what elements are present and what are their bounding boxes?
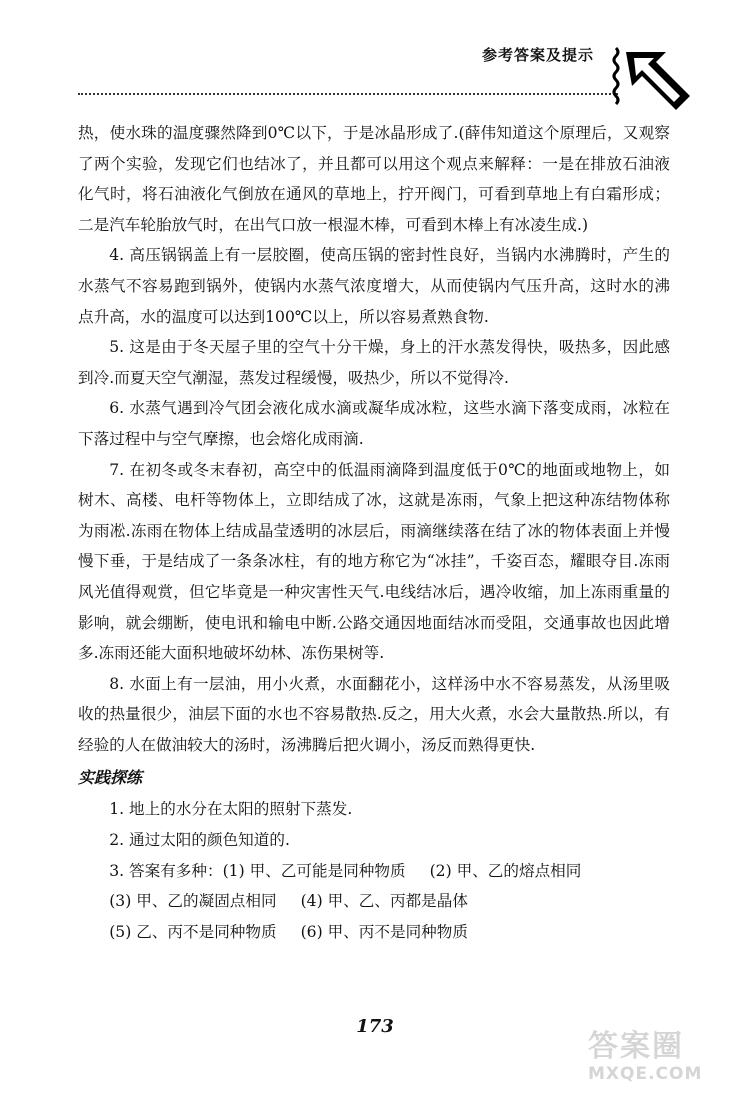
page-number: 173 [356, 1016, 394, 1037]
paragraph-continued: 热，使水珠的温度骤然降到0℃以下，于是冰晶形成了.(薛伟知道这个原理后，又观察了两个实验，发现它们也结冰了，并且都可以用这个观点来解释：一是在排放石油液化气时，将石油液化气倒放在通风的草地上，拧开阀门，可看到草地上有白霜形成；二是汽车轮胎放气时，在出气口放一根湿木棒，可看到木棒上有冰凌生成.) [78, 124, 670, 234]
option-2: (2) 甲、乙的熔点相同 [429, 861, 582, 880]
watermark-url: MXQE.COM [588, 1064, 703, 1084]
option-1: (1) 甲、乙可能是同种物质 [222, 861, 406, 880]
answer-item-7: 7. 在初冬或冬末春初，高空中的低温雨滴降到温度低于0℃的地面或地物上，如树木、高楼、电杆等物体上，立即结成了冰，这就是冻雨，气象上把这种冻结物体称为雨凇.冻雨在物体上结成晶莹透明的冰层后，雨滴继续落在结了冰的物体表面上并慢慢下垂，于是结成了一条条冰柱，有的地方称它为“冰挂”，千姿百态，耀眼夺目.冻雨风光值得观赏，但它毕竟是一种灾害性天气.电线结冰后，遇冷收缩，加上冻雨重量的影响，就会绷断，使电讯和输电中断.公路交通因地面结冰而受阻，交通事故也因此增多.冻雨还能大面积地破坏幼林、冻伤果树等. [78, 460, 670, 663]
answer-item-5: 5. 这是由于冬天屋子里的空气十分干燥，身上的汗水蒸发得快，吸热多，因此感到冷.而夏天空气潮湿，蒸发过程缓慢，吸热少，所以不觉得冷. [78, 338, 670, 387]
header-arrow-icon [612, 38, 694, 120]
practice-item-1: 1. 地上的水分在太阳的照射下蒸发. [109, 800, 353, 819]
answer-item-4: 4. 高压锅锅盖上有一层胶圈，使高压锅的密封性良好，当锅内水沸腾时，产生的水蒸气不容易跑到锅外，使锅内水蒸气浓度增大，从而使锅内气压升高，这时水的沸点升高，水的温度可以达到100℃以上，所以容易煮熟食物. [78, 246, 670, 326]
answer-item-6: 6. 水蒸气遇到冷气团会液化成水滴或凝华成冰粒，这些水滴下落变成雨，冰粒在下落过程中与空气摩擦，也会熔化成雨滴. [78, 399, 670, 448]
option-6: (6) 甲、丙不是同种物质 [300, 922, 468, 941]
option-4: (4) 甲、乙、丙都是晶体 [300, 892, 468, 911]
practice-item-3 [78, 856, 670, 887]
practice-item-2: 2. 通过太阳的颜色知道的. [109, 831, 290, 850]
option-5: (5) 乙、丙不是同种物质 [109, 922, 277, 941]
section-heading: 实践探练 [78, 768, 143, 788]
answer-item-8: 8. 水面上有一层油，用小火煮，水面翻花小，这样汤中水不容易蒸发，从汤里吸收的热量很少，油层下面的水也不容易散热.反之，用大火煮，水会大量散热.所以，有经验的人在做油较大的汤时，汤沸腾后把火调小，汤反而熟得更快. [78, 674, 670, 754]
header-title: 参考答案及提示 [482, 46, 595, 64]
practice-item-3-lead: 3. 答案有多种： [109, 861, 223, 880]
option-3: (3) 甲、乙的凝固点相同 [109, 892, 277, 911]
watermark-logo-text: 答案圈 [588, 1029, 684, 1064]
header-dotted-rule [78, 93, 618, 95]
watermark [588, 1030, 744, 1090]
practice-item-3-line-2 [78, 886, 670, 917]
answer-body [78, 118, 670, 947]
practice-item-3-line-3 [78, 917, 670, 948]
